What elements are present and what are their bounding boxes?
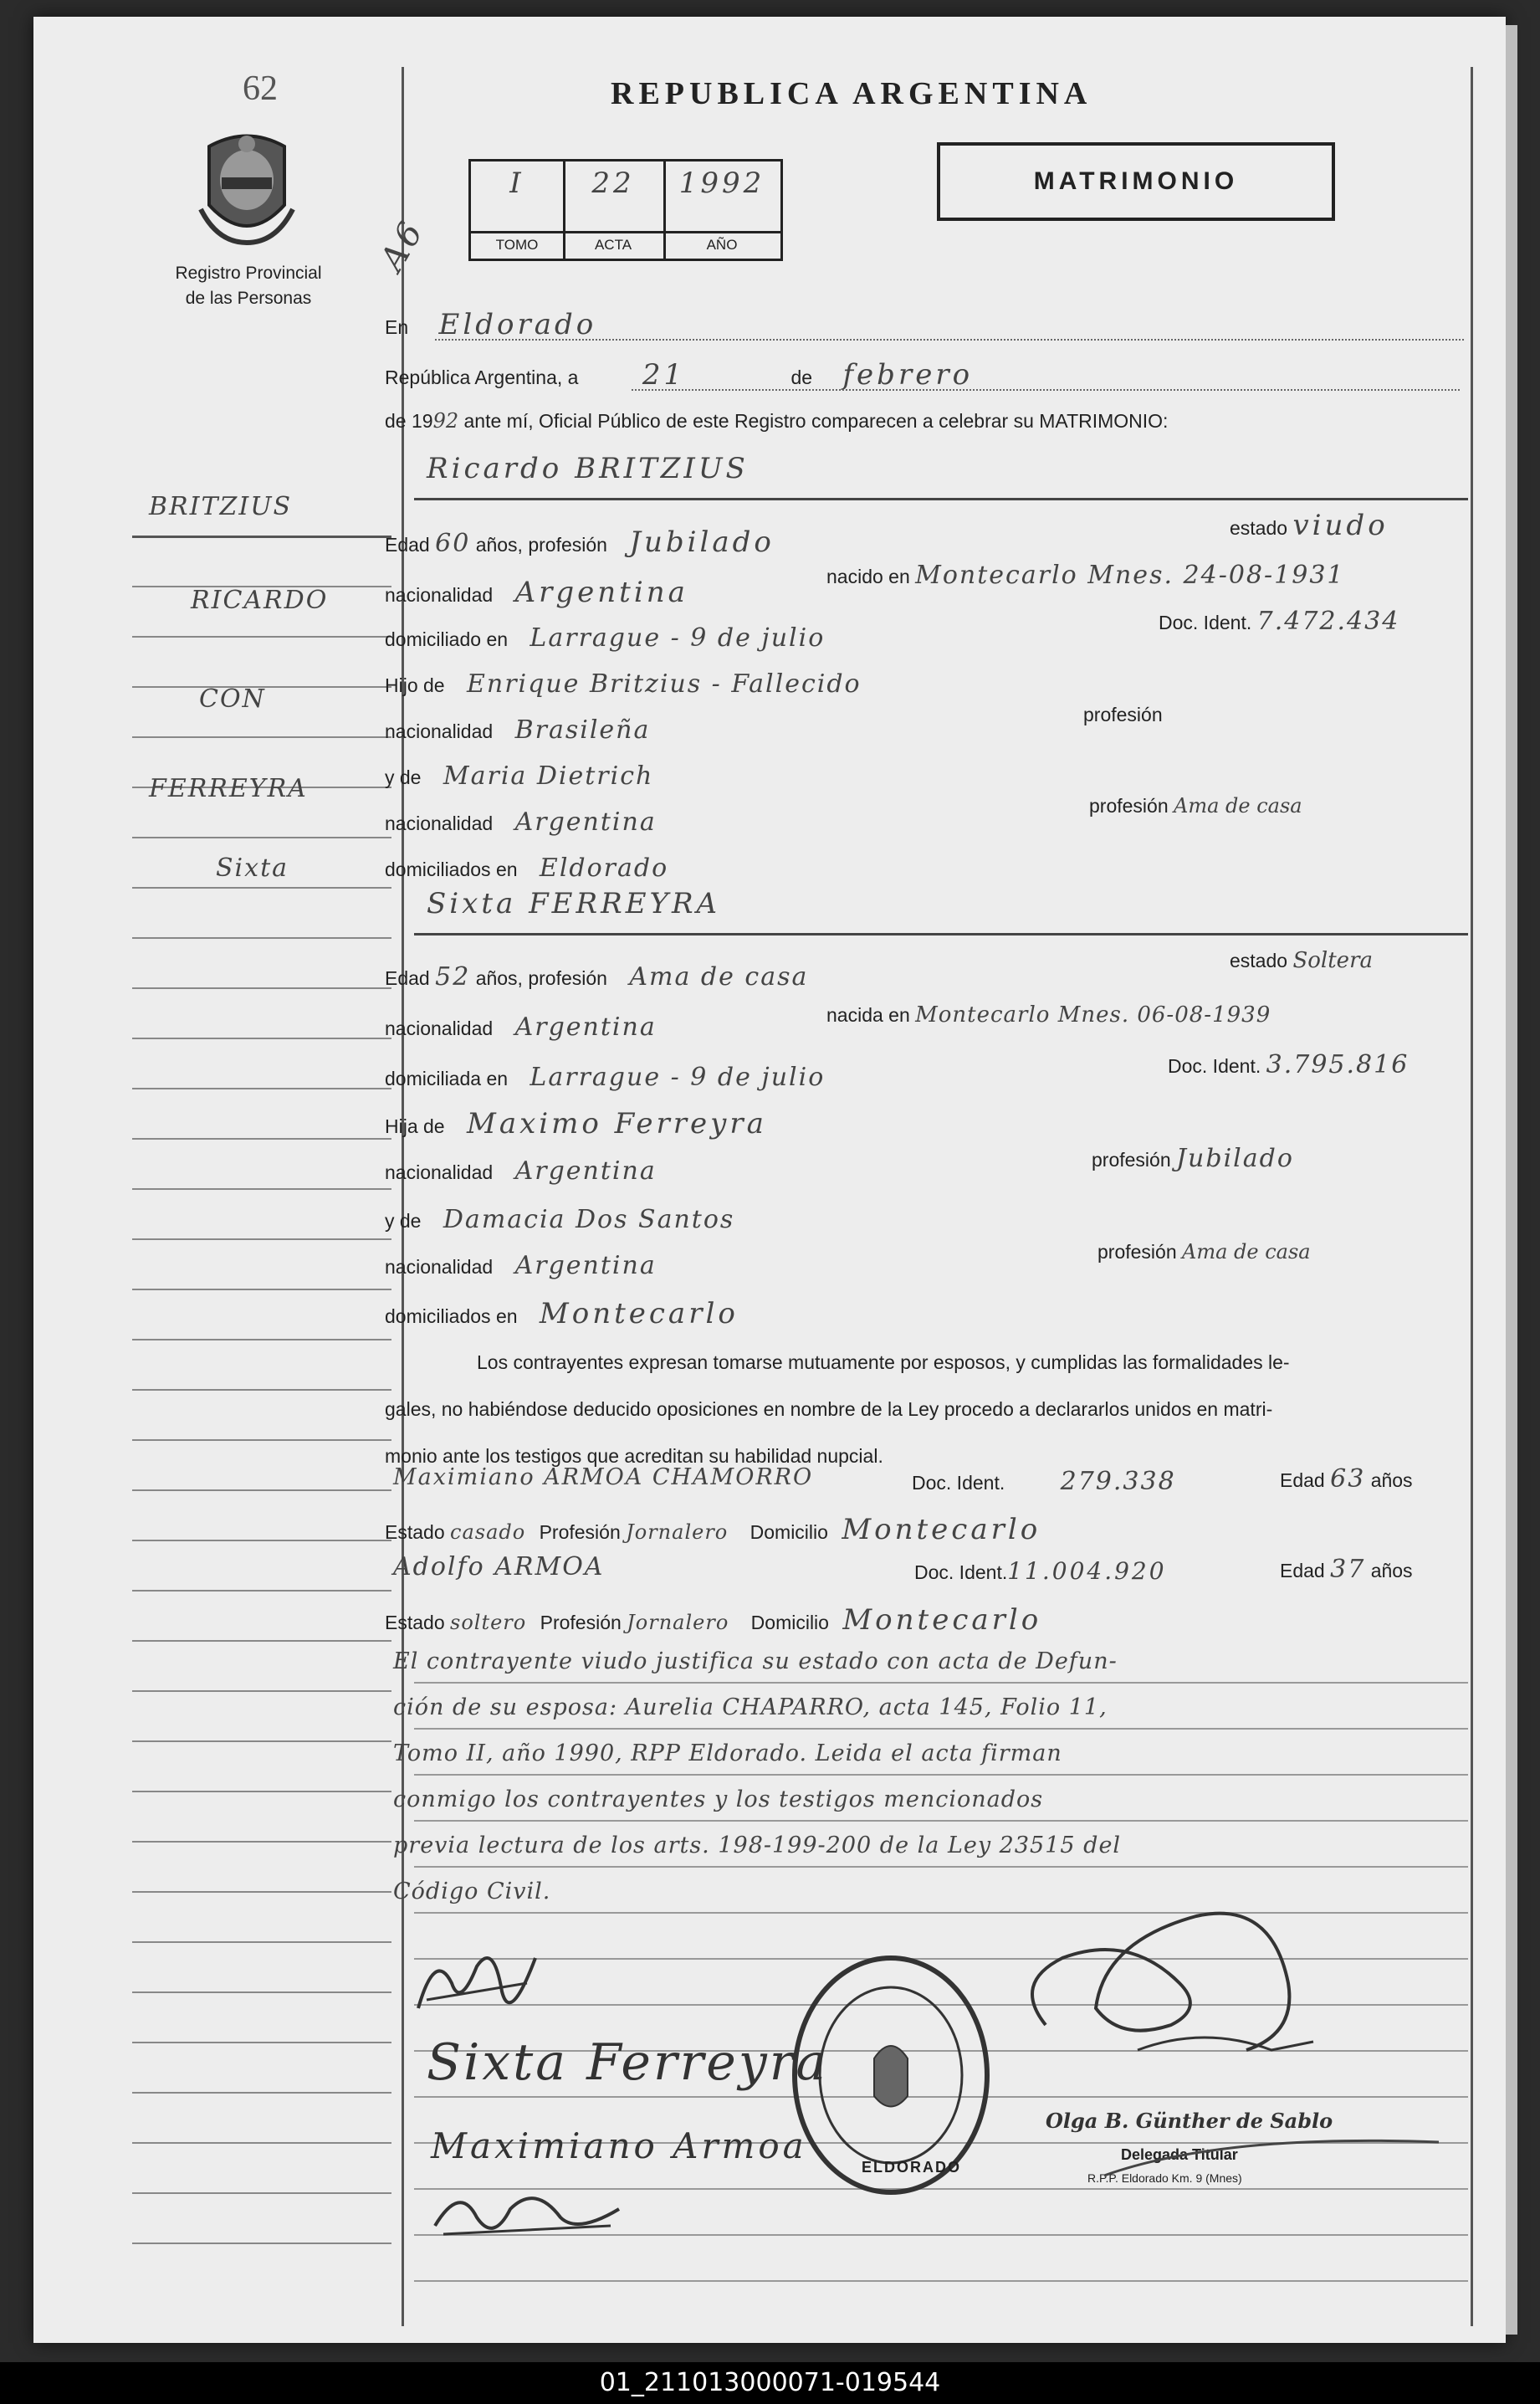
dom-label: domiciliada en	[385, 1068, 509, 1089]
born-label: nacido en	[826, 566, 910, 587]
doc-label: Doc. Ident.	[1168, 1055, 1261, 1077]
tomo-value: I	[509, 167, 524, 200]
estado-value: Soltera	[1292, 948, 1373, 973]
act-type-box	[937, 142, 1335, 221]
tomo-label: TOMO	[471, 231, 563, 254]
bride-father-prof	[1092, 1135, 1294, 1183]
domicile-value: Larrague - 9 de julio	[530, 623, 826, 653]
notes-line: previa lectura de los arts. 198-199-200 de la Ley 23515 del	[393, 1832, 1122, 1858]
signature-witness1: Maximiano Armoa	[431, 2125, 807, 2166]
margin-line	[132, 1841, 391, 1843]
mother-prof-value: Ama de casa	[1182, 1240, 1311, 1264]
father-nat-value: Argentina	[514, 1156, 657, 1186]
estado-value: casado	[450, 1520, 526, 1544]
notes-line: conmigo los contrayentes y los testigos mencionados	[393, 1786, 1044, 1812]
nationality-value: Argentina	[514, 1012, 657, 1042]
anio-value: 1992	[678, 167, 765, 200]
prof-label: profesión	[1083, 704, 1163, 725]
declaration-line: Los contrayentes expresan tomarse mutuamente por esposos, y cumplidas las formalidades le-	[477, 1351, 1290, 1373]
prof-label: años, profesión	[475, 534, 607, 556]
age-label: Edad	[1280, 1469, 1325, 1491]
bride-age-row	[385, 954, 808, 1002]
nac-label: nacionalidad	[385, 720, 494, 742]
estado-label: estado	[1230, 950, 1288, 971]
estado-label: Estado	[385, 1612, 445, 1633]
margin-line	[132, 1088, 391, 1089]
country-title: REPUBLICA ARGENTINA	[611, 76, 1092, 111]
margin-line	[132, 1339, 391, 1340]
doc-value: 3.795.816	[1266, 1050, 1410, 1079]
nac-label: nacionalidad	[385, 1017, 494, 1039]
nac-label: nacionalidad	[385, 812, 494, 834]
dom-label: domiciliados en	[385, 1305, 518, 1327]
intro-year	[385, 397, 1168, 444]
dom-label: Domicilio	[750, 1612, 829, 1633]
section-separator	[414, 498, 1468, 500]
page-number: 62	[243, 69, 278, 108]
margin-line	[132, 2192, 391, 2194]
profession-value: Jornalero	[626, 1520, 729, 1544]
age-value: 60	[435, 529, 471, 558]
margin-line	[132, 536, 391, 538]
margin-line	[132, 1991, 391, 1993]
margin-note: Sixta	[216, 853, 289, 883]
prof-label: profesión	[1089, 795, 1169, 817]
registry-name-line1: Registro Provincial	[175, 264, 322, 283]
groom-parents-dom-row	[385, 845, 668, 893]
groom-father-nat-row	[385, 707, 650, 755]
witness1-name: Maximiano ARMOA CHAMORRO	[393, 1464, 814, 1490]
margin-line	[132, 636, 391, 638]
place-value: Eldorado	[438, 308, 597, 341]
nac-label: nacionalidad	[385, 1256, 494, 1278]
prof-label: Profesión	[539, 1521, 621, 1543]
official-title: Delegada Titular	[1121, 2146, 1238, 2163]
margin-line	[132, 887, 391, 889]
witness1-age	[1280, 1456, 1413, 1504]
dom-label: domiciliado en	[385, 628, 509, 650]
witness2-name: Adolfo ARMOA	[393, 1552, 605, 1581]
notes-line: Tomo II, año 1990, RPP Eldorado. Leida el acta firman	[393, 1740, 1062, 1766]
father-nat-value: Brasileña	[514, 715, 651, 745]
register-page	[33, 17, 1506, 2343]
prof-label: años, profesión	[475, 967, 607, 989]
acta-value: 22	[591, 167, 635, 200]
section-separator	[414, 933, 1468, 935]
parents-dom-value: Eldorado	[539, 853, 669, 883]
profession-value: Jornalero	[627, 1611, 729, 1634]
signature-official	[995, 1883, 1347, 2084]
margin-line	[132, 1289, 391, 1290]
anos-label: años	[1370, 1560, 1413, 1581]
born-label: nacida en	[826, 1004, 910, 1026]
estado-value: soltero	[450, 1611, 527, 1634]
coat-of-arms-icon	[192, 126, 301, 251]
year-suffix: 92	[432, 409, 459, 433]
margin-line	[132, 1740, 391, 1742]
doc-value: 279.338	[1060, 1467, 1176, 1496]
prof-label: profesión	[1092, 1149, 1171, 1171]
groom-father-prof	[1083, 690, 1163, 738]
mother-nat-value: Argentina	[514, 807, 657, 837]
declaration-line: gales, no habiéndose deducido oposiciones en nombre de la Ley procedo a declararlos unidos en matri-	[385, 1398, 1273, 1420]
margin-line	[132, 1891, 391, 1893]
doc-value: 7.472.434	[1256, 607, 1400, 636]
groom-dom-row	[385, 615, 825, 663]
nationality-value: Argentina	[514, 576, 688, 609]
en-label: En	[385, 316, 409, 338]
intro-date	[385, 351, 973, 401]
anio-label: AÑO	[663, 231, 780, 254]
nac-label: nacionalidad	[385, 1161, 494, 1183]
notes-line: Código Civil.	[393, 1879, 551, 1904]
bride-father-nat-row	[385, 1148, 657, 1196]
age-value: 63	[1330, 1464, 1366, 1494]
doc-label: Doc. Ident.	[912, 1472, 1005, 1494]
doc-label: Doc. Ident.	[1159, 612, 1252, 633]
fill-line	[435, 339, 1464, 341]
domicile-value: Montecarlo	[842, 1513, 1041, 1546]
margin-note: FERREYRA	[149, 774, 308, 803]
groom-father-row	[385, 661, 862, 709]
registry-name-line2: de las Personas	[185, 289, 312, 308]
age-value: 52	[435, 962, 471, 992]
ante-text: ante mí, Oficial Público de este Registro comparecen a celebrar su MATRIMONIO:	[463, 410, 1169, 432]
year-prefix: de 19	[385, 410, 433, 432]
anos-label: años	[1370, 1469, 1413, 1491]
margin-line	[132, 1238, 391, 1240]
bride-estado	[1230, 937, 1373, 984]
bride-father-row	[385, 1100, 767, 1150]
estado-label: estado	[1230, 517, 1288, 539]
margin-line	[132, 1590, 391, 1592]
groom-doc	[1159, 598, 1399, 646]
image-caption: 01_211013000071-019544	[0, 2362, 1540, 2404]
margin-line	[132, 1941, 391, 1943]
doc-value: 11.004.920	[1007, 1557, 1167, 1585]
domicile-value: Larrague - 9 de julio	[530, 1063, 826, 1092]
margin-line	[132, 736, 391, 738]
father-label: Hijo de	[385, 674, 445, 696]
father-value: Maximo Ferreyra	[467, 1107, 767, 1140]
margin-line	[132, 1640, 391, 1642]
margin-line	[132, 2243, 391, 2244]
groom-born	[826, 552, 1345, 600]
notes-block	[393, 1638, 1464, 1914]
tomo-cell	[471, 161, 565, 259]
estado-value: viudo	[1292, 509, 1389, 542]
groom-mother-row	[385, 753, 653, 801]
notes-line: ción de su esposa: Aurelia CHAPARRO, acta 145, Folio 11,	[393, 1694, 1108, 1720]
de-label: de	[790, 366, 813, 388]
witness2-age	[1280, 1546, 1413, 1594]
margin-line	[132, 2092, 391, 2094]
birthplace-value: Montecarlo Mnes. 24-08-1931	[915, 561, 1345, 590]
margin-line	[132, 1138, 391, 1140]
profession-value: Ama de casa	[629, 962, 809, 992]
nac-label: nacionalidad	[385, 584, 494, 606]
right-rule	[1471, 67, 1473, 2326]
prof-label: Profesión	[540, 1612, 622, 1633]
month-value: febrero	[842, 358, 974, 392]
notes-line: El contrayente viudo justifica su estado con acta de Defun-	[393, 1648, 1118, 1674]
tomo-acta-box	[468, 159, 783, 261]
rep-label: República Argentina, a	[385, 366, 579, 388]
groom-mother-prof	[1089, 782, 1302, 829]
mother-label: y de	[385, 766, 422, 788]
acta-cell	[563, 161, 666, 259]
seal-place: ELDORADO	[862, 2159, 961, 2176]
declaration-line: monio ante los testigos que acreditan su habilidad nupcial.	[385, 1445, 883, 1467]
ruled-line	[414, 2280, 1468, 2282]
dom-label: domiciliados en	[385, 859, 518, 880]
margin-line	[132, 837, 391, 838]
margin-note: CON	[199, 684, 266, 714]
margin-line	[132, 1389, 391, 1391]
mother-nat-value: Argentina	[514, 1251, 657, 1280]
witness2-doc	[914, 1548, 1167, 1596]
mother-prof-value: Ama de casa	[1174, 794, 1302, 818]
margin-mark: A6	[372, 213, 432, 278]
mother-label: y de	[385, 1210, 422, 1232]
prof-label: profesión	[1097, 1241, 1177, 1263]
mother-value: Maria Dietrich	[443, 761, 654, 791]
estado-label: Estado	[385, 1521, 445, 1543]
bride-doc	[1168, 1042, 1409, 1089]
bride-parents-dom-row	[385, 1290, 739, 1340]
margin-line	[132, 1439, 391, 1441]
birthplace-value: Montecarlo Mnes. 06-08-1939	[915, 1002, 1271, 1028]
margin-line	[132, 1791, 391, 1792]
groom-mother-nat-row	[385, 799, 657, 847]
age-value: 37	[1330, 1555, 1366, 1584]
father-label: Hija de	[385, 1115, 445, 1137]
groom-age-row	[385, 519, 775, 568]
age-label: Edad	[1280, 1560, 1325, 1581]
domicile-value: Montecarlo	[842, 1603, 1042, 1637]
groom-estado	[1230, 502, 1389, 551]
signature-groom	[402, 1933, 569, 2033]
bride-mother-row	[385, 1197, 734, 1244]
father-prof-value: Jubilado	[1176, 1144, 1294, 1173]
age-label: Edad	[385, 967, 430, 989]
margin-line	[132, 1690, 391, 1692]
act-type-label: MATRIMONIO	[1033, 167, 1239, 195]
bride-born	[826, 992, 1271, 1038]
signature-bride: Sixta Ferreyra	[427, 2033, 829, 2092]
fill-line	[632, 389, 1460, 391]
margin-line	[132, 987, 391, 989]
parents-dom-value: Montecarlo	[539, 1297, 739, 1330]
mother-value: Damacia Dos Santos	[443, 1205, 735, 1234]
intro-en	[385, 301, 596, 351]
margin-line	[132, 2042, 391, 2043]
official-office: R.P.P. Eldorado Km. 9 (Mnes)	[1087, 2171, 1242, 2185]
margin-line	[132, 937, 391, 939]
father-value: Enrique Britzius - Fallecido	[467, 669, 862, 699]
groom-nat-row	[385, 569, 688, 618]
bride-mother-prof	[1097, 1228, 1311, 1275]
margin-note: RICARDO	[191, 586, 329, 615]
bride-name: Sixta FERREYRA	[427, 887, 721, 920]
bride-dom-row	[385, 1054, 825, 1102]
bride-nat-row	[385, 1004, 657, 1052]
official-name: Olga B. Günther de Sablo	[1046, 2109, 1333, 2133]
age-label: Edad	[385, 534, 430, 556]
dom-label: Domicilio	[750, 1521, 828, 1543]
profession-value: Jubilado	[629, 525, 775, 559]
margin-line	[132, 1038, 391, 1039]
page-edge	[1506, 25, 1517, 2335]
registry-name	[127, 261, 370, 311]
anio-cell	[663, 161, 780, 259]
margin-line	[132, 1188, 391, 1190]
signature-witness2	[427, 2176, 627, 2251]
margin-line	[132, 1540, 391, 1541]
margin-note: BRITZIUS	[149, 492, 293, 521]
bride-mother-nat-row	[385, 1243, 657, 1290]
doc-label: Doc. Ident.	[914, 1561, 1008, 1583]
witness1-doc	[912, 1458, 1176, 1506]
acta-label: ACTA	[563, 231, 663, 254]
signature-flourish	[1096, 2125, 1447, 2192]
margin-line	[132, 1489, 391, 1491]
margin-line	[132, 2142, 391, 2144]
day-value: 21	[642, 358, 686, 392]
groom-name: Ricardo BRITZIUS	[427, 452, 749, 485]
